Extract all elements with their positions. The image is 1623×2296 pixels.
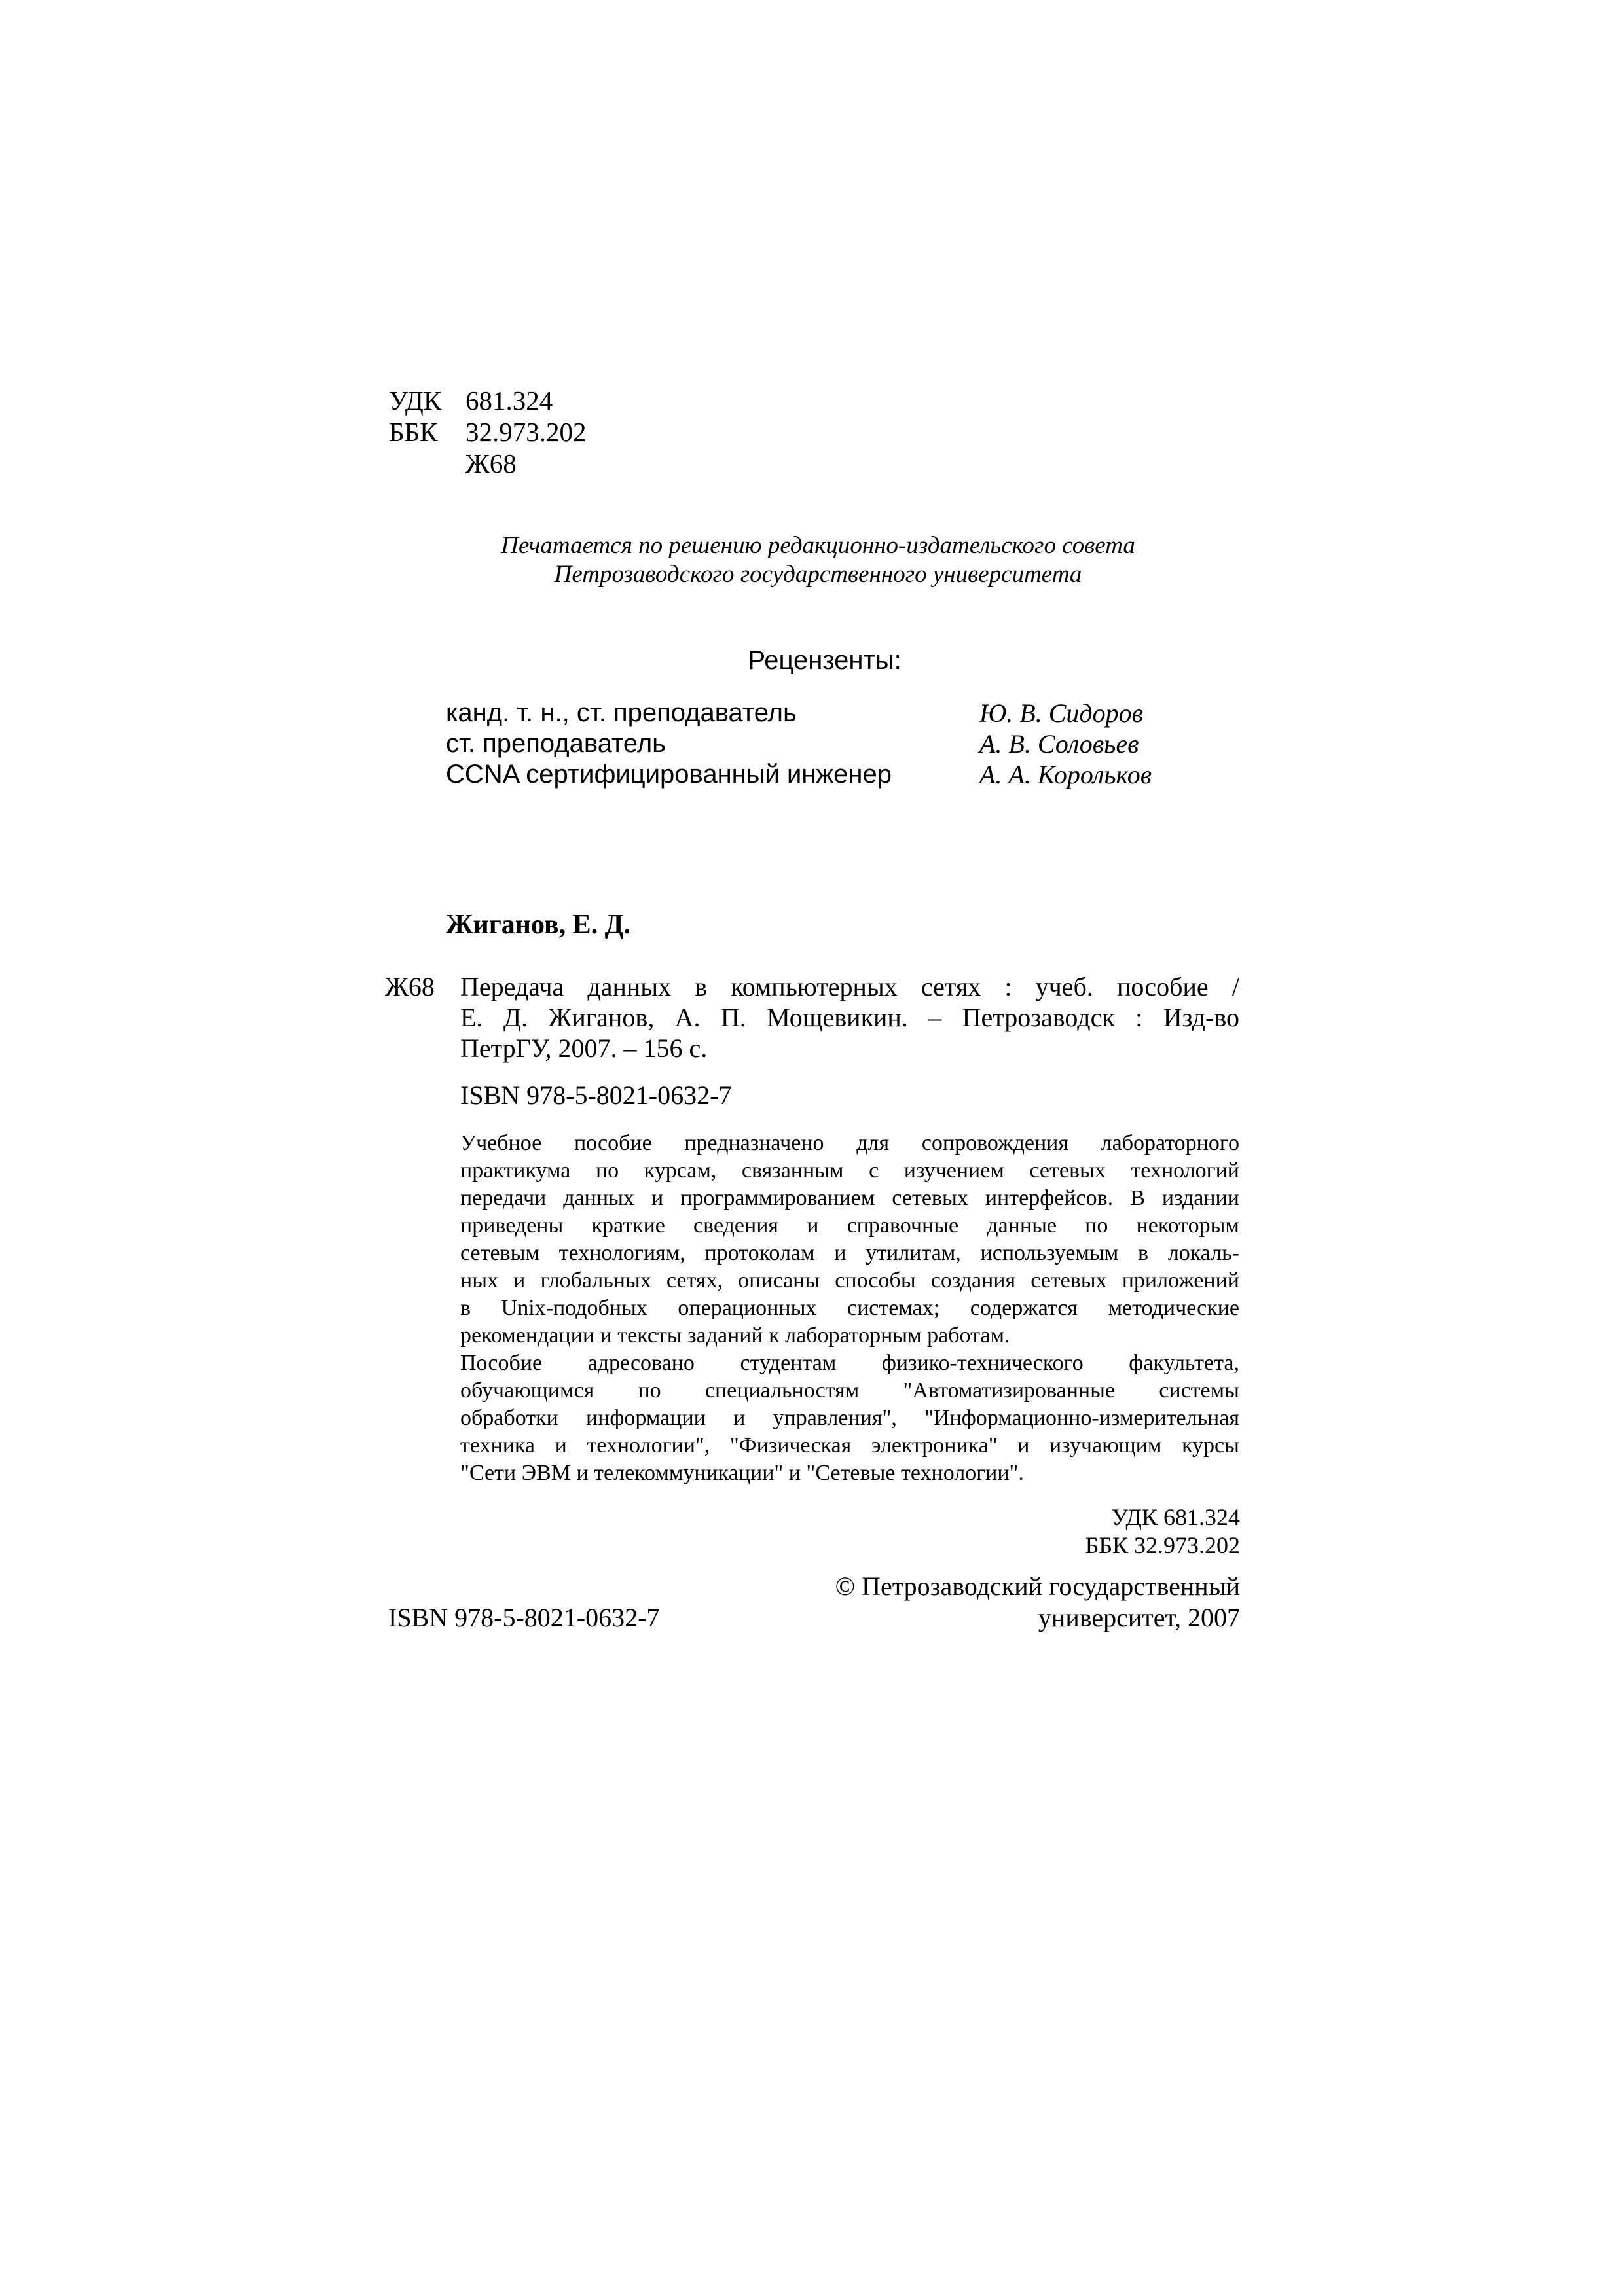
reviewers-list bbox=[446, 698, 1152, 790]
reviewer-role: ст. преподаватель bbox=[446, 729, 666, 758]
annotation-line: рекомендации и тексты заданий к лабораторным работам. bbox=[460, 1323, 1010, 1348]
word: данных bbox=[587, 972, 672, 1001]
word: и bbox=[513, 1268, 526, 1293]
reviewer-role: CCNA сертифицированный инженер bbox=[446, 760, 892, 789]
word: операционных bbox=[678, 1296, 817, 1320]
isbn-entry: ISBN 978-5-8021-0632-7 bbox=[460, 1081, 732, 1110]
word: "Физическая bbox=[729, 1433, 852, 1458]
word: для bbox=[856, 1131, 890, 1155]
word: локаль- bbox=[1167, 1241, 1239, 1265]
word: издании bbox=[1161, 1186, 1239, 1210]
word: обучающимся bbox=[460, 1378, 594, 1403]
word: лабораторного bbox=[1101, 1131, 1239, 1155]
udk-label: УДК bbox=[389, 386, 442, 416]
word: Е. bbox=[460, 1003, 483, 1032]
word: / bbox=[1231, 972, 1239, 1001]
annotation-line bbox=[460, 1405, 1239, 1432]
word: учеб. bbox=[1035, 972, 1093, 1001]
word: техника bbox=[460, 1433, 535, 1458]
annotation-line bbox=[460, 1212, 1239, 1240]
word: описаны bbox=[738, 1268, 820, 1293]
word: Изд-во bbox=[1163, 1003, 1239, 1032]
word: справочные bbox=[847, 1213, 959, 1238]
isbn-bottom: ISBN 978-5-8021-0632-7 bbox=[388, 1603, 660, 1632]
reviewer-name: А. В. Соловьев bbox=[979, 729, 1139, 759]
word: и bbox=[1017, 1433, 1030, 1458]
word: курсам, bbox=[644, 1158, 717, 1183]
bbk-label: ББК bbox=[389, 417, 438, 447]
annotation-line bbox=[460, 1157, 1239, 1185]
word: "Автоматизированные bbox=[903, 1378, 1116, 1403]
bibliographic-description bbox=[460, 971, 1239, 1064]
bibliographic-line bbox=[460, 971, 1239, 1002]
word: Учебное bbox=[460, 1131, 542, 1155]
word: системы bbox=[1159, 1378, 1239, 1403]
word: практикума bbox=[460, 1158, 571, 1183]
word: обработки bbox=[460, 1406, 558, 1430]
word: и bbox=[834, 1241, 847, 1265]
word: адресовано bbox=[587, 1351, 695, 1375]
word: электроника" bbox=[871, 1433, 998, 1458]
word: А. bbox=[674, 1003, 701, 1032]
word: сетевым bbox=[460, 1241, 539, 1265]
word: способы bbox=[835, 1268, 916, 1293]
author-mark: Ж68 bbox=[465, 448, 517, 478]
copyright-line: университет, 2007 bbox=[1038, 1603, 1240, 1632]
bbk-value: 32.973.202 bbox=[465, 417, 587, 447]
bbk-row bbox=[389, 416, 587, 448]
word: и bbox=[555, 1433, 567, 1458]
word: изучающим bbox=[1049, 1433, 1162, 1458]
word: и bbox=[807, 1213, 819, 1238]
udk-index: УДК 681.324 bbox=[1111, 1504, 1240, 1530]
word: сетях, bbox=[666, 1268, 723, 1293]
word: передачи bbox=[460, 1186, 547, 1210]
word: П. bbox=[720, 1003, 746, 1032]
reviewer-row bbox=[446, 698, 1152, 728]
word: сопровождения bbox=[921, 1131, 1068, 1155]
reviewer-row bbox=[446, 759, 1152, 790]
word: Д. bbox=[503, 1003, 528, 1032]
copyright-line: © Петрозаводский государственный bbox=[835, 1571, 1240, 1601]
word: приведены bbox=[460, 1213, 564, 1238]
printed-by-note bbox=[0, 531, 1623, 589]
copyright-notice bbox=[720, 1571, 1240, 1634]
word: компьютерных bbox=[731, 972, 898, 1001]
word: и bbox=[651, 1186, 664, 1210]
word: Передача bbox=[460, 972, 564, 1001]
word: "Информационно-измерительная bbox=[924, 1406, 1239, 1430]
annotation-line: "Сети ЭВМ и телекоммуникации" и "Сетевые технологии". bbox=[460, 1461, 1024, 1485]
udk-value: 681.324 bbox=[465, 386, 553, 416]
word: содержатся bbox=[970, 1296, 1078, 1320]
word: используемым bbox=[980, 1241, 1119, 1265]
word: по bbox=[595, 1158, 619, 1183]
word: в bbox=[1138, 1241, 1149, 1265]
reviewers-title: Рецензенты: bbox=[748, 646, 902, 675]
word: в bbox=[695, 972, 708, 1001]
reviewer-row bbox=[446, 728, 1152, 759]
word: студентам bbox=[740, 1351, 837, 1375]
bibliographic-line bbox=[460, 1002, 1239, 1033]
word: сетевых bbox=[892, 1186, 968, 1210]
word: пособие bbox=[1117, 972, 1209, 1001]
word: протоколам bbox=[704, 1241, 815, 1265]
word: специальностям bbox=[704, 1378, 860, 1403]
word: Жиганов, bbox=[548, 1003, 655, 1032]
word: управления", bbox=[773, 1406, 897, 1430]
bibliographic-code: Ж68 bbox=[385, 972, 435, 1001]
annotation-line bbox=[460, 1432, 1239, 1460]
annotation-line bbox=[460, 1377, 1239, 1405]
word: и bbox=[733, 1406, 746, 1430]
udk-row bbox=[389, 385, 587, 416]
word: факультета, bbox=[1129, 1351, 1239, 1375]
reviewer-role: канд. т. н., ст. преподаватель bbox=[446, 698, 797, 727]
annotation-line bbox=[460, 1267, 1239, 1295]
word: глобальных bbox=[540, 1268, 651, 1293]
author-heading: Жиганов, Е. Д. bbox=[446, 910, 631, 940]
word: курсы bbox=[1181, 1433, 1239, 1458]
word: с bbox=[869, 1158, 879, 1183]
word: Петрозаводск bbox=[962, 1003, 1115, 1032]
annotation-line bbox=[460, 1350, 1239, 1377]
word: интерфейсов. bbox=[985, 1186, 1114, 1210]
word: данных bbox=[563, 1186, 634, 1210]
word: некоторым bbox=[1136, 1213, 1239, 1238]
word: : bbox=[1004, 972, 1012, 1001]
annotation-line bbox=[460, 1185, 1239, 1212]
word: сведения bbox=[693, 1213, 779, 1238]
word: программированием bbox=[680, 1186, 875, 1210]
word: по bbox=[638, 1378, 661, 1403]
word: : bbox=[1135, 1003, 1143, 1032]
word: технологиям, bbox=[558, 1241, 685, 1265]
word: краткие bbox=[591, 1213, 665, 1238]
word: предназначено bbox=[684, 1131, 824, 1155]
word: сетевых bbox=[1030, 1268, 1107, 1293]
word: Unix-подобных bbox=[501, 1296, 647, 1320]
bibliographic-line: ПетрГУ, 2007. – 156 с. bbox=[460, 1033, 708, 1063]
annotation-line bbox=[460, 1240, 1239, 1267]
word: информации bbox=[586, 1406, 706, 1430]
word: технологий bbox=[1131, 1158, 1239, 1183]
word: утилитам, bbox=[866, 1241, 961, 1265]
word: сетевых bbox=[1029, 1158, 1106, 1183]
annotation bbox=[460, 1130, 1239, 1487]
word: технологии", bbox=[587, 1433, 710, 1458]
classification-block bbox=[389, 385, 587, 479]
printed-by-line: Петрозаводского государственного университета bbox=[554, 561, 1082, 588]
annotation-line bbox=[460, 1295, 1239, 1322]
index-codes bbox=[982, 1503, 1240, 1560]
word: создания bbox=[930, 1268, 1016, 1293]
reviewer-name: Ю. В. Сидоров bbox=[979, 698, 1143, 728]
word: связанным bbox=[741, 1158, 844, 1183]
word: ных bbox=[460, 1268, 499, 1293]
annotation-line bbox=[460, 1130, 1239, 1157]
word: сетях bbox=[921, 972, 981, 1001]
word: пособие bbox=[574, 1131, 652, 1155]
word: данные bbox=[987, 1213, 1057, 1238]
reviewer-name: А. А. Корольков bbox=[979, 760, 1152, 789]
word: Пособие bbox=[460, 1351, 543, 1375]
word: методические bbox=[1108, 1296, 1239, 1320]
word: изучением bbox=[903, 1158, 1004, 1183]
bbk-index: ББК 32.973.202 bbox=[1085, 1532, 1240, 1558]
word: системах; bbox=[847, 1296, 940, 1320]
word: в bbox=[460, 1296, 471, 1320]
word: В bbox=[1130, 1186, 1145, 1210]
word: приложений bbox=[1122, 1268, 1239, 1293]
printed-by-line: Печатается по решению редакционно-издательского совета bbox=[501, 532, 1135, 559]
word: по bbox=[1085, 1213, 1108, 1238]
word: – bbox=[928, 1003, 942, 1032]
word: Мощевикин. bbox=[767, 1003, 908, 1032]
word: физико-технического bbox=[881, 1351, 1084, 1375]
